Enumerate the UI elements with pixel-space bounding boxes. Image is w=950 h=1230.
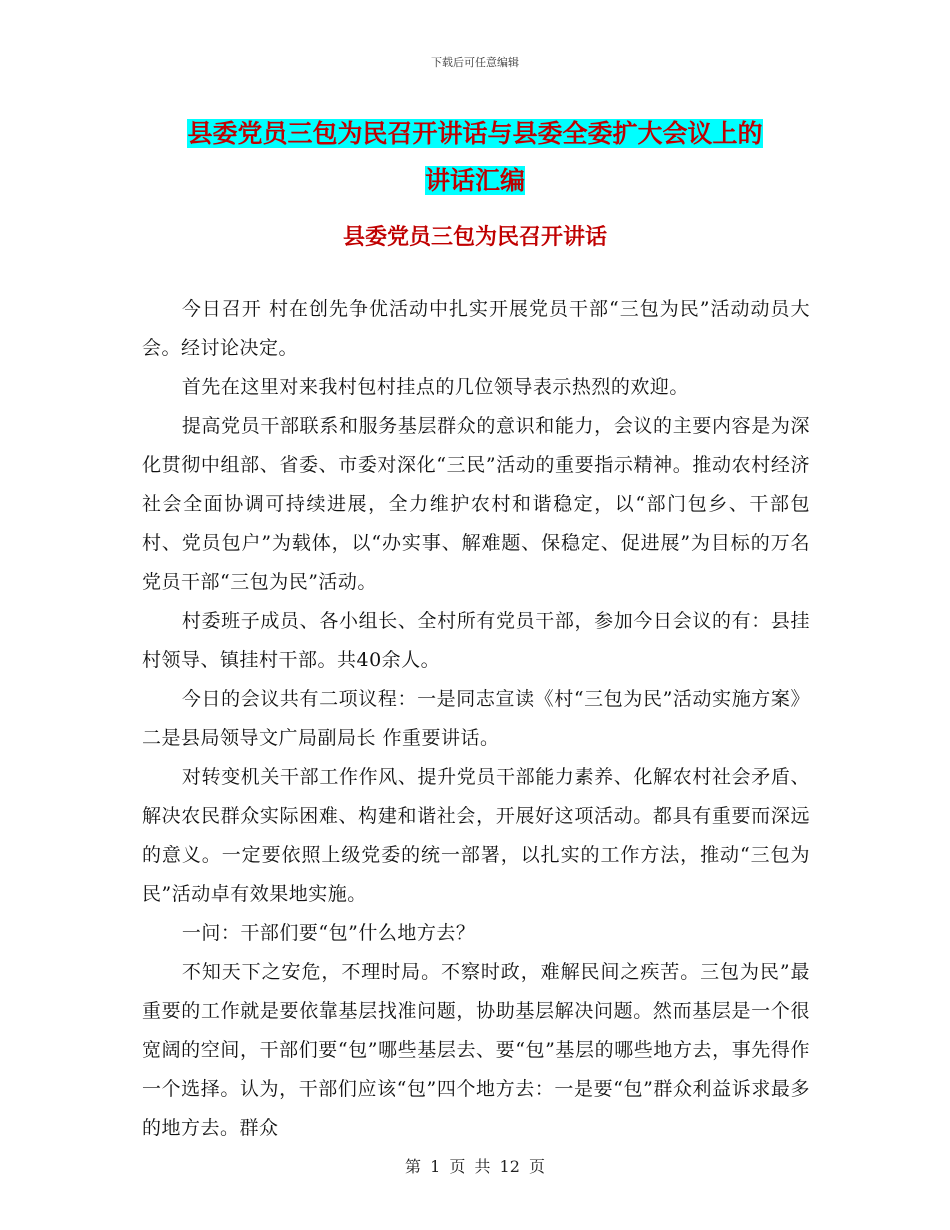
paragraph: 首先在这里对来我村包村挂点的几位领导表示热烈的欢迎。 xyxy=(181,376,689,398)
header-note: 下载后可任意编辑 xyxy=(431,56,519,69)
document-title xyxy=(120,110,830,204)
paragraph: 对转变机关干部工作作风、提升党员干部能力素养、化解农村社会矛盾、解决农民群众实际困难、构建和谐社会，开展好这项活动。都具有重要而深远的意义。一定要依照上级党委的统一部署，以扎实的工作方法，推动“三包为民”活动卓有效果地实施。 xyxy=(142,766,810,905)
section-subtitle: 县委党员三包为民召开讲话 xyxy=(342,225,607,250)
title-line-1: 县委党员三包为民召开讲话与县委全委扩大会议上的 xyxy=(187,119,763,148)
paragraph: 村委班子成员、各小组长、全村所有党员干部，参加今日会议的有：县挂村领导、镇挂村干部。共40余人。 xyxy=(142,610,810,671)
paragraph: 一问：干部们要“包”什么地方去？ xyxy=(181,922,476,944)
body-text xyxy=(142,290,810,1148)
title-line-2: 讲话汇编 xyxy=(424,166,525,195)
page-number-footer: 第 1 页 共 12 页 xyxy=(405,1157,545,1176)
paragraph: 提高党员干部联系和服务基层群众的意识和能力，会议的主要内容是为深化贯彻中组部、省委、市委对深化“三民”活动的重要指示精神。推动农村经济社会全面协调可持续进展，全力维护农村和谐稳定，以“部门包乡、干部包村、党员包户”为载体，以“办实事、解难题、保稳定、促进展”为目标的万名党员干部“三包为民”活动。 xyxy=(142,415,810,593)
paragraph: 今日的会议共有二项议程：一是同志宣读《村“三包为民”活动实施方案》二是县局领导文广局副局长 作重要讲话。 xyxy=(142,688,810,749)
paragraph: 不知天下之安危，不理时局。不察时政，难解民间之疾苦。三包为民”最重要的工作就是要依靠基层找准问题，协助基层解决问题。然而基层是一个很宽阔的空间，干部们要“包”哪些基层去、要“包”基层的哪些地方去，事先得作一个选择。认为，干部们应该“包”四个地方去：一是要“包”群众利益诉求最多的地方去。群众 xyxy=(142,961,810,1139)
paragraph: 今日召开 村在创先争优活动中扎实开展党员干部“三包为民”活动动员大会。经讨论决定。 xyxy=(142,298,810,359)
